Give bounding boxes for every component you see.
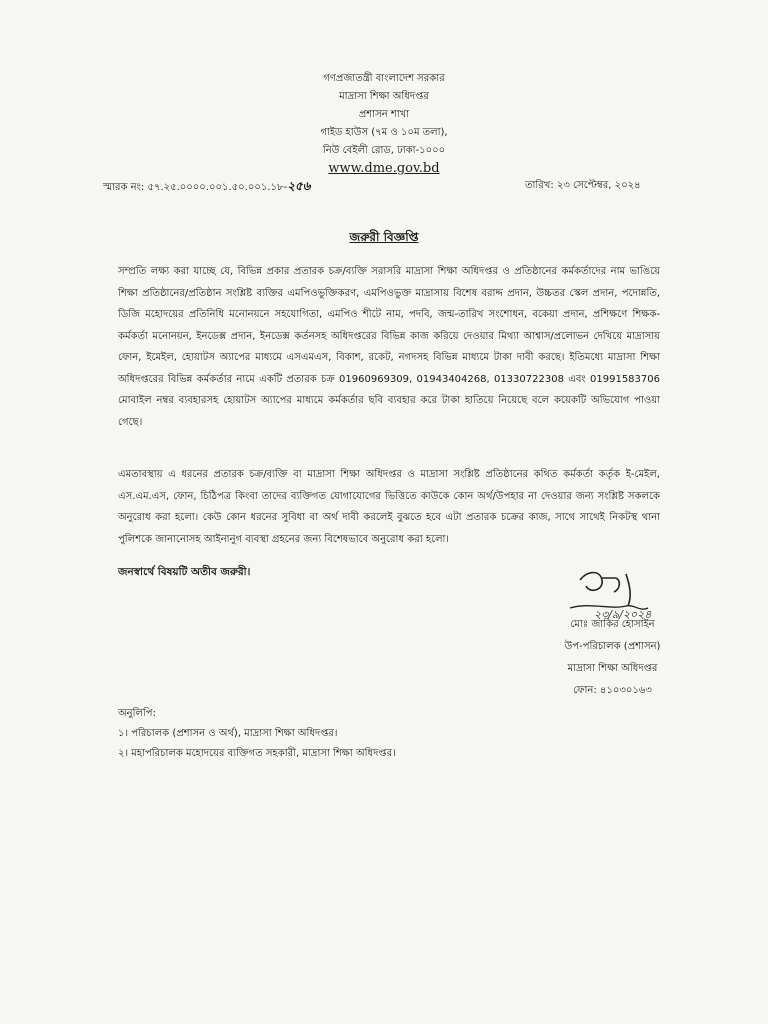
copy-to-item: ১। পরিচালক (প্রশাসন ও অর্থ), মাদ্রাসা শিক্ষা অধিদপ্তর। <box>118 728 338 739</box>
copy-to-item: ২। মহাপরিচালক মহোদয়ের ব্যক্তিগত সহকারী, মাদ্রাসা শিক্ষা অধিদপ্তর। <box>118 748 396 759</box>
government-name: গণপ্রজাতন্ত্রী বাংলাদেশ সরকার <box>323 73 445 84</box>
signatory-office: মাদ্রাসা শিক্ষা অধিদপ্তর <box>567 663 658 674</box>
memo-handwritten-number: ২৫৬ <box>287 179 311 193</box>
signatory-designation: উপ-পরিচালক (প্রশাসন) <box>564 641 661 652</box>
section-name: প্রশাসন শাখা <box>358 109 410 120</box>
signatory-phone: ফোন: ৪১০৩০১৬৩ <box>573 685 652 696</box>
signatory-name: মোঃ জাকির হোসাইন <box>570 619 655 630</box>
department-name: মাদ্রাসা শিক্ষা অধিদপ্তর <box>339 91 429 102</box>
copy-to-label: অনুলিপি: <box>118 708 156 719</box>
signatory-block <box>540 614 685 702</box>
notice-title: জরুরী বিজ্ঞপ্তি <box>349 230 419 244</box>
memo-number <box>103 178 311 198</box>
address-line-1: গাইড হাউস (৭ম ও ১০ম তলা), <box>320 127 448 138</box>
website-link[interactable]: www.dme.gov.bd <box>328 161 440 176</box>
letterhead <box>0 70 768 178</box>
copy-to-section <box>118 704 396 764</box>
signature-date: ২৩/৯/২০২৪ <box>594 608 652 621</box>
issue-date: তারিখ: ২৩ সেপ্টেম্বর, ২০২৪ <box>525 180 641 191</box>
memo-label: স্মারক নং: ৫৭.২৫.০০০০.০০১.৫০.০০১.১৮- <box>103 182 288 193</box>
body-paragraph-1: সম্প্রতি লক্ষ্য করা যাচ্ছে যে, বিভিন্ন প্রকার প্রতারক চক্র/ব্যক্তি সরাসরি মাদ্রাসা শিক্ষা অধিদপ্তর ও প্রতিষ্ঠানের কর্মকর্তাদের নাম ভাঙিয়ে শিক্ষা প্রতিষ্ঠানের/প্রতিষ্ঠান সংশ্লিষ্ট ব্যক্তির এমপিওভুক্তিকরণ, এমপিওভুক্ত মাদ্রাসায় বিশেষ বরাদ্দ প্রদান, উচ্চতর স্কেল প্রদান, পদোন্নতি, ডিজি মহোদয়ের প্রতিনিধি মনোনয়নে সহযোগিতা, এমপিও শীটে নাম, পদবি, জন্ম-তারিখ সংশোধন, বকেয়া প্রদান, প্রশিক্ষণে শিক্ষক-কর্মকর্তা মনোনয়ন, ইনডেক্স প্রদান, ইনডেক্স কর্তনসহ অধিদপ্তরের বিভিন্ন কাজ করিয়ে দেওয়ার মিথ্যা আশ্বাস/প্রলোভন দেখিয়ে মাদ্রাসায় ফোন, ইমেইল, হোয়াটস অ্যাপের মাধ্যমে এসএমএস, বিকাশ, রকেট, নগদসহ বিভিন্ন মাধ্যমে টাকা দাবী করছে। ইতিমধ্যে মাদ্রাসা শিক্ষা অধিদপ্তরের বিভিন্ন কর্মকর্তার নামে একটি প্রতারক চক্র 01960969309, 01943404268, 01330722308 এবং 01991583706 মোবাইল নম্বর ব্যবহারসহ হোয়াটস অ্যাপের মাধ্যমে কর্মকর্তার ছবি ব্যবহার করে টাকা হাতিয়ে নিয়েছে বলে কয়েকটি অভিযোগ পাওয়া গেছে। <box>118 266 660 428</box>
emphasis-line: জনস্বার্থে বিষয়টি অতীব জরুরী। <box>118 566 251 578</box>
address-line-2: নিউ বেইলী রোড, ঢাকা-১০০০ <box>322 145 446 156</box>
body-paragraph-2: এমতাবস্থায় এ ধরনের প্রতারক চক্র/ব্যক্তি বা মাদ্রাসা শিক্ষা অধিদপ্তর ও মাদ্রাসা সংশ্লিষ্ট প্রতিষ্ঠানের কথিত কর্মকর্তা কর্তৃক ই-মেইল, এস.এম.এস, ফোন, চিঠিপত্র কিংবা তাদের ব্যক্তিগত যোগাযোগের ভিত্তিতে কাউকে কোন অর্থ/উপহার না দেওয়ার জন্য সংশ্লিষ্ট সকলকে অনুরোধ করা হলো। কেউ কোন ধরনের সুবিধা বা অর্থ দাবী করলেই বুঝতে হবে এটা প্রতারক চক্রের কাজ, সাথে সাথেই নিকটস্থ থানা পুলিশকে জানানোসহ আইনানুগ ব্যবস্থা গ্রহনের জন্য বিশেষভাবে অনুরোধ করা হলো। <box>118 469 660 545</box>
